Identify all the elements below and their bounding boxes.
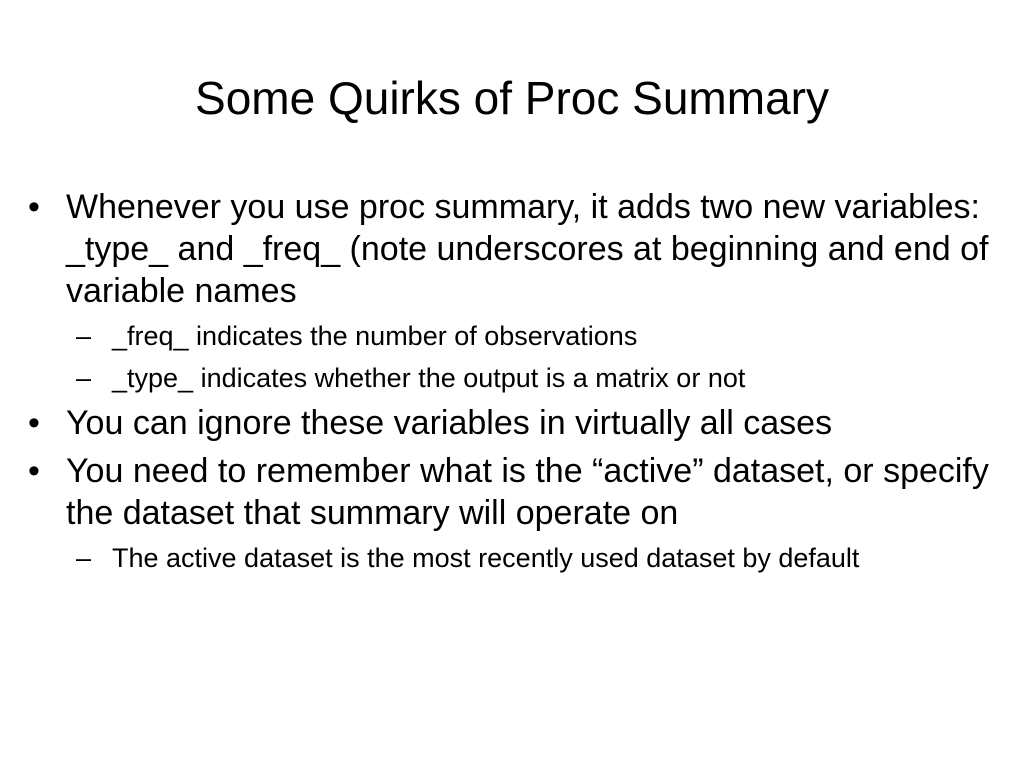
bullet-text: You can ignore these variables in virtually all cases: [66, 404, 833, 442]
sub-bullet-marker: –: [76, 363, 92, 393]
slide-content: [28, 186, 1018, 576]
bullet-marker: •: [28, 404, 40, 442]
sub-bullet-item: [28, 360, 1018, 396]
bullet-marker: •: [28, 452, 40, 490]
slide-title: Some Quirks of Proc Summary: [195, 72, 829, 124]
sub-bullet-text: _freq_ indicates the number of observations: [112, 321, 638, 351]
sub-bullet-marker: –: [76, 543, 92, 573]
bullet-marker: •: [28, 188, 40, 226]
sub-bullet-item: [28, 318, 1018, 354]
bullet-text: You need to remember what is the “active” dataset, or specify the dataset that summary will operate on: [66, 452, 989, 532]
bullet-item: [28, 186, 1018, 312]
sub-bullet-text: _type_ indicates whether the output is a matrix or not: [112, 363, 746, 393]
sub-bullet-item: [28, 540, 1018, 576]
bullet-text: Whenever you use proc summary, it adds two new variables: _type_ and _freq_ (note underscores at beginning and end of variable names: [66, 188, 989, 310]
sub-bullet-text: The active dataset is the most recently used dataset by default: [112, 543, 860, 573]
bullet-item: [28, 450, 1018, 534]
sub-bullet-marker: –: [76, 321, 92, 351]
bullet-item: [28, 402, 1018, 444]
